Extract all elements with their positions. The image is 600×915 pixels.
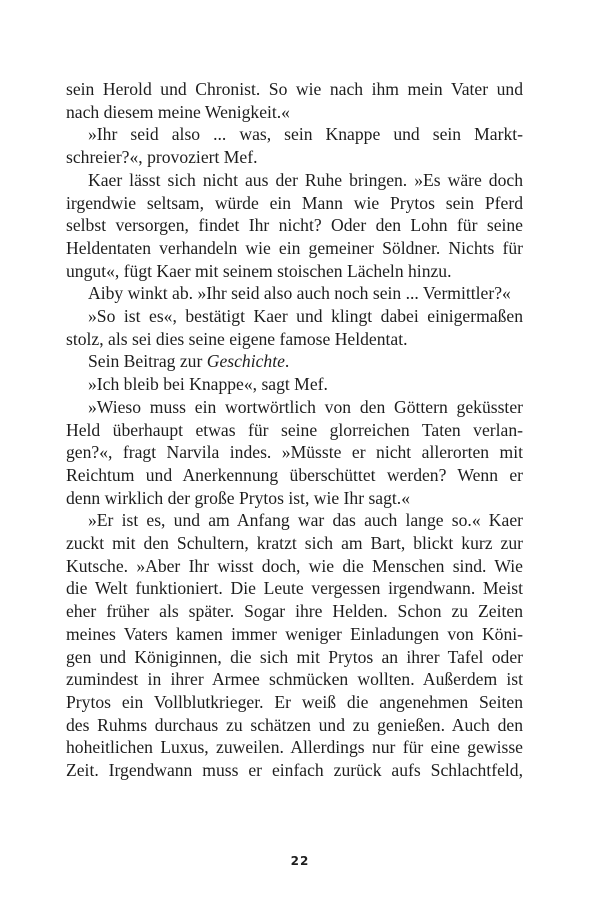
page-number: 22 xyxy=(290,854,310,868)
text-line: stolz, als sei dies seine eigene famose Heldentat. xyxy=(66,328,408,349)
text-line: ungut«, fügt Kaer mit seinem stoischen Lächeln hinzu. xyxy=(66,260,452,281)
text-line: »So ist es«, bestätigt Kaer und klingt dabei einigermaßen xyxy=(88,306,523,327)
text-run: Sein Beitrag zur xyxy=(88,351,207,372)
text-run: . xyxy=(284,351,290,372)
text-line: des Ruhms durchaus zu schätzen und zu genießen. Auch den xyxy=(66,714,523,735)
text-line: gen und Königinnen, die sich mit Prytos an ihrer Tafel oder xyxy=(66,646,523,667)
text-line: selbst versorgen, findet Ihr nicht? Oder den Lohn für seine xyxy=(66,215,523,236)
text-line: denn wirklich der große Prytos ist, wie Ihr sagt.« xyxy=(66,487,410,508)
text-line: »Er ist es, und am Anfang war das auch lange so.« Kaer xyxy=(88,510,523,531)
paragraph xyxy=(66,282,523,305)
paragraph xyxy=(66,78,523,123)
text-line: zumindest in ihrer Armee schmücken wollten. Außerdem ist xyxy=(66,669,523,690)
paragraph xyxy=(66,169,523,283)
paragraph xyxy=(66,305,523,350)
text-line: schreier?«, provoziert Mef. xyxy=(66,147,258,168)
text-line: sein Herold und Chronist. So wie nach ihm mein Vater und xyxy=(66,79,523,99)
text-line: irgendwie seltsam, würde ein Mann wie Prytos sein Pferd xyxy=(66,192,523,213)
page-body xyxy=(66,78,523,782)
text-line: Held überhaupt etwas für seine glorreichen Taten verlan- xyxy=(66,419,523,440)
italic-text: Geschichte xyxy=(206,351,285,372)
text-line: Aiby winkt ab. »Ihr seid also auch noch sein ... Vermittler?« xyxy=(88,283,511,304)
text-line: gen?«, fragt Narvila indes. »Müsste er nicht allerorten mit xyxy=(66,442,523,463)
text-line: zuckt mit den Schultern, kratzt sich am Bart, blickt kurz zur xyxy=(66,533,523,554)
paragraph xyxy=(66,509,523,781)
paragraph xyxy=(66,373,523,396)
paragraph xyxy=(66,123,523,168)
text-line: nach diesem meine Wenigkeit.« xyxy=(66,101,290,122)
text-line: »Ich bleib bei Knappe«, sagt Mef. xyxy=(88,374,328,395)
text-line xyxy=(66,350,523,373)
text-line: Prytos ein Vollblutkrieger. Er weiß die angenehmen Seiten xyxy=(66,691,523,712)
text-line: Heldentaten verhandeln wie ein gemeiner Söldner. Nichts für xyxy=(66,237,523,258)
text-line: Reichtum und Anerkennung überschüttet werden? Wenn er xyxy=(66,464,523,485)
text-line: eher früher als später. Sogar ihre Helden. Schon zu Zeiten xyxy=(66,601,523,622)
text-line: hoheitlichen Luxus, zuweilen. Allerdings nur für eine gewisse xyxy=(66,737,523,758)
text-line: »Ihr seid also ... was, sein Knappe und sein Markt- xyxy=(88,124,523,145)
text-line: Zeit. Irgendwann muss er einfach zurück aufs Schlachtfeld, xyxy=(66,760,523,781)
text-line: Kaer lässt sich nicht aus der Ruhe bringen. »Es wäre doch xyxy=(88,169,523,190)
paragraph xyxy=(66,350,523,373)
text-line: die Welt funktioniert. Die Leute vergessen irgendwann. Meist xyxy=(66,578,523,599)
text-line: Kutsche. »Aber Ihr wisst doch, wie die Menschen sind. Wie xyxy=(66,555,523,576)
paragraph xyxy=(66,396,523,510)
text-line: »Wieso muss ein wortwörtlich von den Göttern geküsster xyxy=(88,396,523,417)
text-line: meines Vaters kamen immer weniger Einladungen von Köni- xyxy=(66,623,523,644)
